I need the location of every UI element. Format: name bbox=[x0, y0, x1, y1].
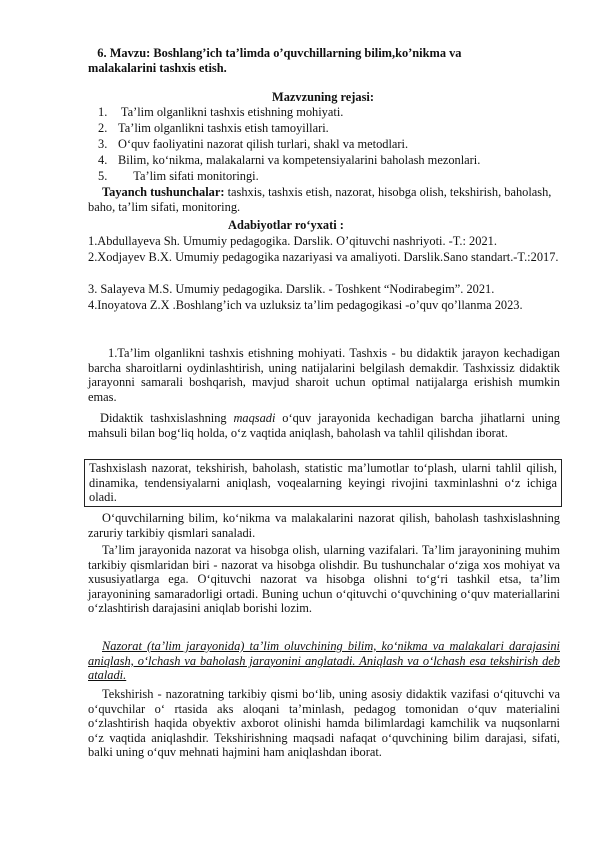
plan-item-text: Ta’lim olganlikni tashxis etishning mohiyati. bbox=[118, 105, 344, 119]
plan-item bbox=[98, 105, 343, 120]
topic-title-line2: malakalarini tashxis etish. bbox=[88, 60, 227, 75]
plan-item-text: Ta’lim olganlikni tashxis etish tamoyillari. bbox=[118, 121, 329, 135]
paragraph-control-components: O‘quvchilarning bilim, ko‘nikma va malakalarini nazorat qilish, baholash tashxislashning zaruriy tarkibiy qismlari sanaladi. bbox=[88, 511, 560, 540]
topic-title-line1: 6. Mavzu: Boshlang’ich ta’limda o’quvchillarning bilim,ko’nikma va bbox=[97, 46, 462, 60]
paragraph-diagnosis-purpose bbox=[88, 411, 560, 440]
plan-item-number: 2. bbox=[98, 121, 108, 135]
topic-title: Mavzu: Boshlang’ich ta’limda o’quvchillarning bilim,ko’nikma va bbox=[109, 46, 462, 60]
plan-item-number: 4. bbox=[98, 153, 108, 167]
plan-item bbox=[98, 137, 408, 152]
reference-item: 2.Xodjayev B.X. Umumiy pedagogika nazariyasi va amaliyoti. Darslik.Sano standart.-T.:2017. bbox=[88, 250, 559, 264]
plan-item bbox=[98, 153, 480, 168]
boxed-definition: Tashxislash nazorat, tekshirish, baholash, statistic ma’lumotlar to‘plash, ularni tahlil qilish, dinamika, tendensiyalarni aniqlash, voqealarning keyingi rivojini taxminlashni o‘z ichiga oladi. bbox=[84, 459, 562, 507]
paragraph-diagnosis-essence: 1.Ta’lim olganlikni tashxis etishning mohiyati. Tashxis - bu didaktik jarayon kechadigan barcha sharoitlarni oydinlashtirish, uning natijalarini belgilash demakdir. Tashxissiz didaktik jarayonni samarali boshqarish, mavjud sharoit uchun optimal natijalarga erishish mumkin emas. bbox=[88, 346, 560, 404]
reference-item: 1.Abdullayeva Sh. Umumiy pedagogika. Darslik. O’qituvchi nashriyoti. -T.: 2021. bbox=[88, 234, 497, 248]
key-concepts-label: Tayanch tushunchalar: bbox=[102, 185, 225, 199]
key-concepts-text: tashxis, tashxis etish, nazorat, hisobga olish, tekshirish, baholash, baho, ta’lim sifati, monitoring. bbox=[88, 185, 552, 214]
plan-item-text: Ta’lim sifati monitoringi. bbox=[118, 169, 259, 183]
plan-item-number: 1. bbox=[98, 105, 108, 119]
plan-item-text: O‘quv faoliyatini nazorat qilish turlari, shakl va metodlari. bbox=[118, 137, 409, 151]
plan-item bbox=[98, 121, 329, 136]
emphasis-purpose: maqsadi bbox=[233, 411, 276, 425]
plan-item-number: 5. bbox=[98, 169, 108, 183]
paragraph-checking: Tekshirish - nazoratning tarkibiy qismi bo‘lib, uning asosiy didaktik vazifasi o‘qituvchi va o‘quvchilar o‘ rtasida aks aloqani ta’minlash, pedagog tomonidan o‘quv materialini o‘zlashtirish haqida obyektiv axborot olinishi hamda bilimlardagi kamchilik va nuqsonlarni o‘z vaqtida aniqlashdir. Tekshirishning maqsadi nafaqat o‘quvchining bilim darajasi, sifati, balki uning o‘quv mehnati hajmini ham aniqlashdan iborat. bbox=[88, 687, 560, 760]
plan-heading: Mazvzuning rejasi: bbox=[272, 90, 374, 104]
paragraph-text: Didaktik tashxislashning bbox=[100, 411, 234, 425]
plan-item bbox=[98, 169, 259, 184]
paragraph-control-and-accounting: Ta’lim jarayonida nazorat va hisobga olish, ularning vazifalari. Ta’lim jarayonining muhim tarkibiy qismlaridan biri - nazorat va hisobga olishdir. Bu tushunchalar o‘ziga xos mohiyat va xususiyatlarga ega. O‘qituvchi nazorat va hisobga olishni to‘g‘ri tashkil etsa, ta’lim jarayonining samaradorligi ortadi. Buning uchun o‘qituvchi o‘quvchining o‘quv materiallarini o‘zlashtirish darajasini aniqlab borishi lozim. bbox=[88, 543, 560, 616]
key-concepts bbox=[88, 185, 560, 214]
topic-number: 6 bbox=[97, 46, 104, 60]
plan-item-number: 3. bbox=[98, 137, 108, 151]
paragraph-control-definition: Nazorat (ta’lim jarayonida) ta’lim oluvchining bilim, ko‘nikma va malakalari darajasini aniqlash, o‘lchash va baholash jarayonini anglatadi. Aniqlash va o‘lchash esa tekshirish deb ataladi. bbox=[88, 639, 560, 683]
plan-item-text: Bilim, ko‘nikma, malakalarni va kompetensiyalarini baholash mezonlari. bbox=[118, 153, 481, 167]
reference-item: 3. Salayeva M.S. Umumiy pedagogika. Darslik. - Toshkent “Nodirabegim”. 2021. bbox=[88, 282, 495, 296]
topic-heading bbox=[88, 46, 558, 75]
reference-item: 4.Inoyatova Z.X .Boshlang’ich va uzluksiz ta’lim pedagogikasi -o’quv qo’llanma 2023. bbox=[88, 298, 523, 312]
paragraph-text: o‘quv jarayonida kechadigan barcha jihatlarni uning mahsuli bilan bog‘liq holda, o‘z vaqtida aniqlash, baholash va tahlil qilishdan iborat. bbox=[88, 411, 561, 440]
references-heading: Adabiyotlar ro‘yxati : bbox=[228, 218, 344, 232]
